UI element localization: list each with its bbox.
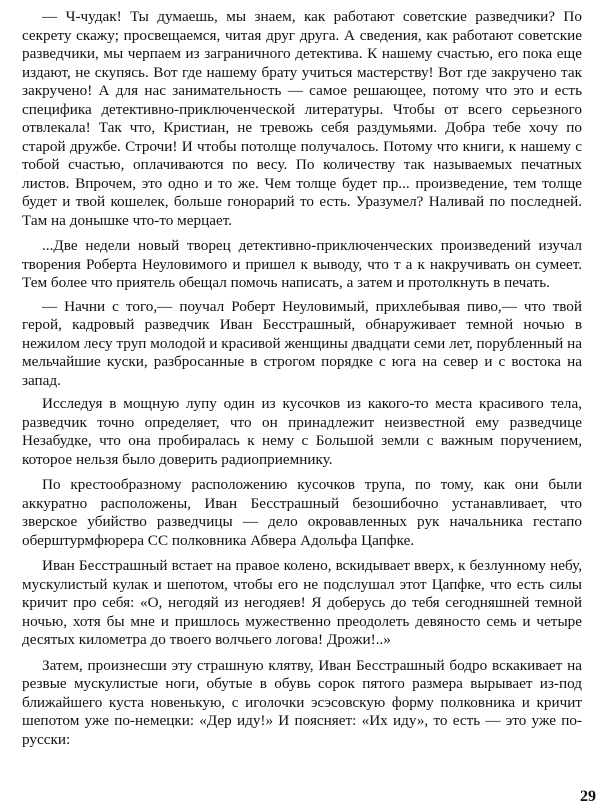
page-number: 29 (580, 788, 596, 805)
paragraph-2: ...Две недели новый творец детективно-приключенческих произведений изучал творения Роберта Неуловимого и пришел к выводу, что т а к накручивать он сумеет. Тем более что приятель обещал помочь написать, а затем и протолкнуть в печать. (22, 237, 582, 291)
paragraph-5: По крестообразному расположению кусочков трупа, по тому, как они были аккуратно расположены, Иван Бесстрашный безошибочно устанавливает, что зверское убийство разведчицы — дело окровавленных рук начальника гестапо оберштурмфюрера СС полковника Абвера Адольфа Цапфке. (22, 476, 582, 549)
paragraph-7: Затем, произнесши эту страшную клятву, Иван Бесстрашный бодро вскакивает на резвые мускулистые ноги, обутые в обувь сорок пятого размера вырывает из-под ближайшего куста новенькую, с иголочки эсэсовскую форму полковника и кричит шепотом уже по-немецки: «Дер иду!» И поясняет: «Их иду», то есть — это уже по-русски: (22, 656, 582, 748)
paragraph-4: Исследуя в мощную лупу один из кусочков из какого-то места красивого тела, разведчик точно определяет, что он принадлежит неизвестной ему разведчице Незабудке, что она пробиралась к нему с Большой земли с важным поручением, которое нельзя было доверить радиоприемнику. (22, 395, 582, 468)
paragraph-3: — Начни с того,— поучал Роберт Неуловимый, прихлебывая пиво,— что твой герой, кадровый разведчик Иван Бесстрашный, обнаруживает темной ночью в нежилом лесу труп молодой и красивой женщины двадцати семи лет, порубленный на мельчайшие куски, разбросанные в строгом порядке с юга на север и с востока на запад. (22, 297, 582, 389)
book-page (22, 8, 582, 800)
paragraph-1: — Ч-чудак! Ты думаешь, мы знаем, как работают советские разведчики? По секрету скажу; просвещаемся, читая друг друга. А сведения, как работают советские разведчики, мы черпаем из заграничного детектива. К нашему счастью, его пока еще издают, не скупясь. Вот где нашему брату учиться мастерству! Вот где закручено так закручено! А для нас занимательность — самое решающее, потому что это и есть специфика детективно-приключенческой литературы. Чтобы от всего серьезного отвлекала! Так что, Кристиан, не тревожь себя раздумьями. Добра тебе хочу по старой дружбе. Строчи! И чтобы потолще получалось. Потому что книги, к нашему с тобой счастью, оплачиваются по весу. По количеству так называемых печатных листов. Впрочем, это одно и то же. Чем толще будет пр... произведение, тем толще будет и твой кошелек, больше гонорарий то есть. Уразумел? Наливай по последней. Там на донышке что-то мерцает. (22, 8, 582, 229)
paragraph-6: Иван Бесстрашный встает на правое колено, вскидывает вверх, к безлунному небу, мускулистый кулак и шепотом, чтобы его не подслушал этот Цапфке, что есть силы кричит про себя: «О, негодяй из негодяев! Я доберусь до тебя сегодняшней темной ночью, хотя бы мне и пришлось мужественно преодолеть девяносто семь и четыре десятых километра до твоего волчьего логова! Дрожи!..» (22, 557, 582, 648)
